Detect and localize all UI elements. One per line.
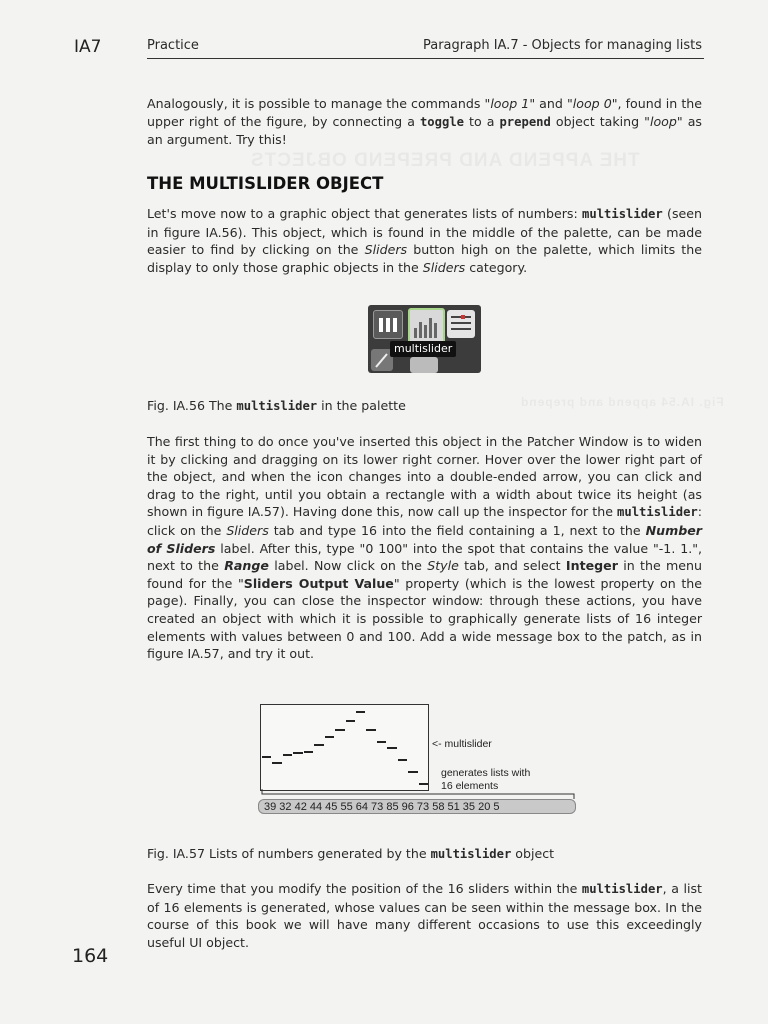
note-line-2: 16 elements bbox=[441, 780, 499, 792]
multislider-arrow-label: <- multislider bbox=[432, 738, 492, 750]
paragraph-2: The first thing to do once you've inserted this object in the Patcher Window is to widen it by clicking and dragging on its lower right corner. Hover over the lower right part of the object, and when the icon changes into a double-ended arrow, you can click and drag to the right, until you obtain a rectangle with a width about twice its height (as shown in figure IA.57). Having done this, now call up the inspector for the multislider: click on the Sliders tab and type 16 into the field containing a 1, next to the Number of Sliders label. After this, type "0 100" into the spot that contains the value "-1. 1.", next to the Range label. Now click on the Style tab, and select Integer in the menu found for the "Sliders Output Value" property (which is the lowest property on the page). Finally, you can close the inspector window: through these actions, you have created an object with which it is possible to graphically generate lists of 16 integer elements with values between 0 and 100. Add a wide message box to the patch, as in figure IA.57, and try it out. bbox=[147, 434, 703, 662]
palette-image bbox=[368, 305, 481, 373]
section-heading: THE MULTISLIDER OBJECT bbox=[147, 174, 384, 193]
paragraph-1: Let's move now to a graphic object that generates lists of numbers: multislider (seen in figure IA.56). This object, which is found in the middle of the palette, can be made easier to find by clicking on the Sliders button high on the palette, which limits the display to only those graphic objects in the Sliders category. bbox=[147, 206, 702, 275]
chapter-label: IA7 bbox=[74, 37, 102, 57]
reverse-page-ghost-caption bbox=[520, 395, 724, 409]
palette-tooltip: multislider bbox=[390, 341, 456, 357]
section-label: Practice bbox=[147, 38, 199, 53]
message-box[interactable]: 39 32 42 44 45 55 64 73 85 96 73 58 51 35 20 5 bbox=[258, 799, 576, 814]
paragraph-3: Every time that you modify the position of the 16 sliders within the multislider, a list of 16 elements is generated, whose values can be seen within the message box. In the course of this book we will have many different occasions to use this exceedingly useful UI object. bbox=[147, 881, 702, 950]
figure-56-caption: Fig. IA.56 The multislider in the palette bbox=[147, 398, 406, 413]
matrix-slider-icon bbox=[447, 310, 475, 338]
page-number: 164 bbox=[72, 945, 109, 967]
header-rule bbox=[147, 58, 704, 59]
running-header: Paragraph IA.7 - Objects for managing lists bbox=[422, 38, 702, 53]
slider-icon bbox=[410, 357, 438, 373]
figure-57 bbox=[256, 700, 580, 820]
reverse-page-ghost bbox=[250, 150, 640, 172]
figure-57-caption: Fig. IA.57 Lists of numbers generated by the multislider object bbox=[147, 846, 555, 861]
sliders-category-icon bbox=[373, 310, 403, 339]
note-line-1: generates lists with bbox=[441, 767, 531, 779]
intro-paragraph: Analogously, it is possible to manage the commands "loop 1" and "loop 0", found in the upper right of the figure, by connecting a toggle to a prepend object taking "loop" as an argument. Try this! bbox=[147, 96, 703, 148]
multislider-icon bbox=[408, 308, 445, 345]
